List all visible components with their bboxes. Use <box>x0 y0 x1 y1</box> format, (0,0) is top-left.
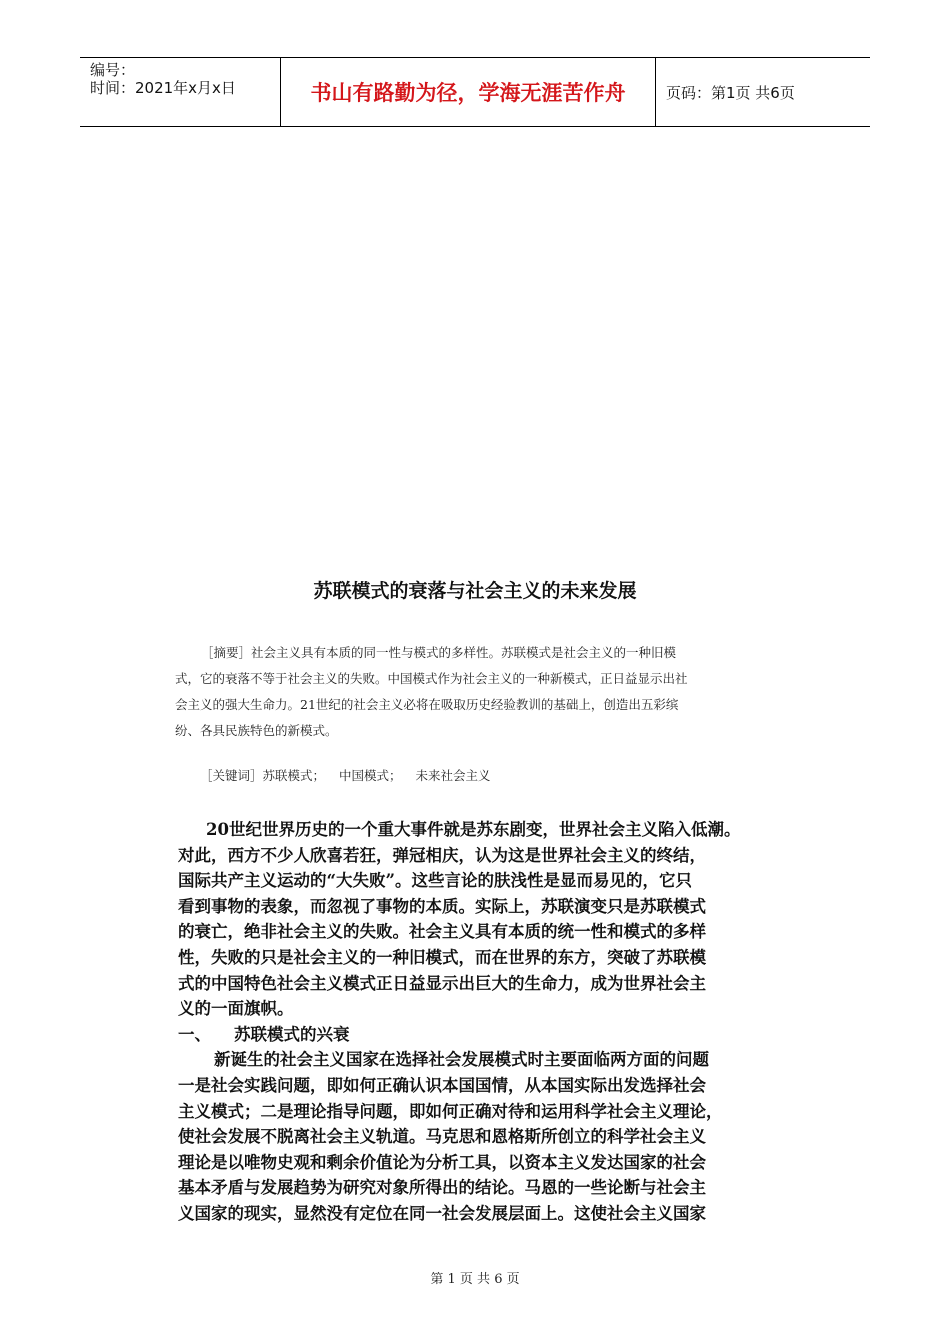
body-line: 20世纪世界历史的一个重大事件就是苏东剧变，世界社会主义陷入低潮。 <box>206 820 741 839</box>
body-line: 主义模式；二是理论指导问题，即如何正确对待和运用科学社会主义理论， <box>178 1101 723 1121</box>
keyword: 未来社会主义 <box>415 768 491 783</box>
body-line: 对此，西方不少人欣喜若狂，弹冠相庆，认为这是世界社会主义的终结， <box>178 845 706 865</box>
body-line: 义国家的现实，显然没有定位在同一社会发展层面上。这使社会主义国家 <box>178 1203 706 1223</box>
body-line: 的衰亡，绝非社会主义的失败。社会主义具有本质的统一性和模式的多样 <box>178 922 706 942</box>
header-motto: 书山有路勤为径，学海无涯苦作舟 <box>280 58 656 126</box>
body-line: 性，失败的只是社会主义的一种旧模式，而在世界的东方，突破了苏联模 <box>178 947 706 967</box>
body-text <box>178 817 818 1227</box>
header-meta <box>80 58 280 126</box>
abstract-line: 纷、各具民族特色的新模式。 <box>175 723 338 738</box>
document-time-label: 时间：2021年x月x日 <box>90 79 236 97</box>
keywords <box>200 766 505 784</box>
document-number-label: 编号： <box>90 61 136 79</box>
body-line: 式的中国特色社会主义模式正日益显示出巨大的生命力，成为世界社会主 <box>178 973 706 993</box>
page-header <box>80 57 870 127</box>
abstract <box>175 640 775 744</box>
body-line: 理论是以唯物史观和剩余价值论为分析工具，以资本主义发达国家的社会 <box>178 1152 706 1172</box>
body-line: 一是社会实践问题，即如何正确认识本国国情，从本国实际出发选择社会 <box>178 1075 706 1095</box>
abstract-line: ［摘要］社会主义具有本质的同一性与模式的多样性。苏联模式是社会主义的一种旧模 <box>201 645 677 660</box>
keyword: 苏联模式； <box>262 768 326 783</box>
body-line: 新诞生的社会主义国家在选择社会发展模式时主要面临两方面的问题 <box>214 1050 709 1070</box>
body-line: 基本矛盾与发展趋势为研究对象所得出的结论。马恩的一些论断与社会主 <box>178 1178 706 1198</box>
body-line: 使社会发展不脱离社会主义轨道。马克思和恩格斯所创立的科学社会主义 <box>178 1127 706 1147</box>
header-page-info: 页码：第1页 共6页 <box>666 83 795 102</box>
body-line: 义的一面旗帜。 <box>178 999 294 1019</box>
keyword: 中国模式； <box>339 768 402 783</box>
document-title: 苏联模式的衰落与社会主义的未来发展 <box>313 580 637 602</box>
keywords-label: ［关键词］ <box>200 768 263 783</box>
section-heading: 一、 苏联模式的兴衰 <box>178 1024 350 1044</box>
page-footer: 第 1 页 共 6 页 <box>430 1272 520 1287</box>
abstract-line: 式，它的衰落不等于社会主义的失败。中国模式作为社会主义的一种新模式，正日益显示出社 <box>175 671 688 686</box>
body-line: 看到事物的表象，而忽视了事物的本质。实际上，苏联演变只是苏联模式 <box>178 896 706 916</box>
body-line: 国际共产主义运动的“大失败”。这些言论的肤浅性是显而易见的，它只 <box>178 871 692 891</box>
abstract-line: 会主义的强大生命力。21世纪的社会主义必将在吸取历史经验教训的基础上，创造出五彩缤 <box>175 697 679 712</box>
